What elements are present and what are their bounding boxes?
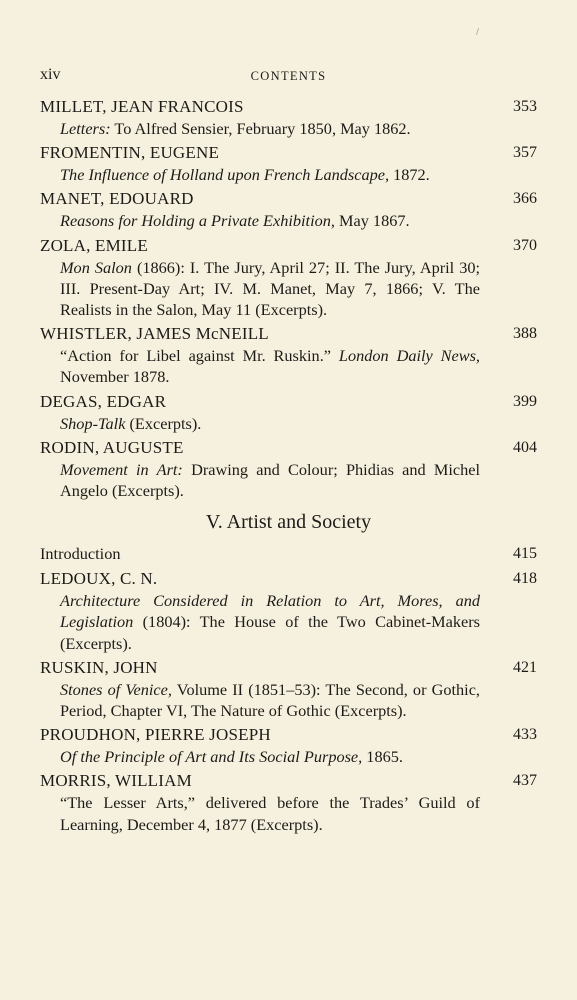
entry-author: MILLET, JEAN FRANCOIS — [40, 97, 244, 116]
introduction-entry — [40, 543, 537, 565]
entry-page-number: 418 — [513, 570, 537, 588]
entry-work-title: Mon Salon — [60, 257, 132, 277]
entry-page-number: 437 — [513, 772, 537, 790]
entry-author: RODIN, AUGUSTE — [40, 437, 184, 457]
running-title: CONTENTS — [250, 69, 327, 83]
entry-page-number: 404 — [513, 438, 537, 456]
entry-description — [60, 210, 480, 231]
entry-work-title: The Influence of Holland upon French Landscape, — [60, 165, 390, 185]
toc-entry — [40, 568, 537, 654]
toc-entry — [40, 657, 537, 721]
toc-entry — [40, 770, 537, 834]
table-of-contents — [40, 96, 537, 838]
entry-detail-text: Volume II (1851–53): The Second, or Gothic, Period, Chapter VI, The Nature of Gothic (Excerpts). — [60, 679, 480, 721]
entry-work-title: Architecture Considered in Relation to Art, Mores, and Legislation — [60, 591, 480, 632]
toc-entry — [40, 142, 537, 185]
entry-work-title: Of the Principle of Art and Its Social Purpose, — [60, 747, 363, 767]
toc-entry — [40, 188, 537, 231]
entry-author: MANET, EDOUARD — [40, 189, 194, 209]
page-folio: xiv — [40, 66, 61, 83]
toc-entry — [40, 96, 537, 139]
entry-description — [60, 257, 480, 321]
entry-page-number: 415 — [513, 545, 537, 563]
entry-page-number: 357 — [513, 144, 537, 162]
entry-detail-text: (1866): I. The Jury, April 27; II. The Jury, April 30; III. Present-Day Art; IV. M. Manet, May 7, 1866; V. The Realists in the Salon, May 11 (Excerpts). — [60, 257, 481, 320]
entry-description — [60, 590, 480, 654]
entry-detail-text: 1865. — [362, 747, 403, 767]
entry-description — [60, 746, 480, 767]
entry-work-title: Reasons for Holding a Private Exhibition, — [60, 211, 335, 231]
entry-work-title: Stones of Venice, — [60, 679, 172, 699]
entry-detail-text: Drawing and Colour; Phidias and Michel Angelo (Excerpts). — [60, 459, 481, 501]
entry-detail-text: To Alfred Sensier, February 1850, May 1862. — [110, 119, 411, 138]
section-heading: V. Artist and Society — [205, 511, 372, 534]
entry-author: MORRIS, WILLIAM — [40, 771, 192, 791]
entry-author: ZOLA, EMILE — [40, 235, 148, 255]
entry-work-title: Letters: — [60, 119, 111, 138]
entry-work-title: London Daily News, — [338, 346, 480, 366]
paper-mark — [476, 28, 479, 35]
entry-page-number: 399 — [513, 392, 537, 410]
toc-entry — [40, 437, 537, 501]
entry-detail-text: “Action for Libel against Mr. Ruskin.” — [60, 346, 339, 366]
entry-work-title: Movement in Art: — [60, 459, 183, 479]
entry-author: RUSKIN, JOHN — [40, 657, 158, 677]
entries-group-b — [40, 568, 537, 835]
entry-description — [60, 118, 480, 139]
entry-author: WHISTLER, JAMES McNEILL — [40, 324, 269, 344]
running-head — [40, 66, 537, 86]
entry-page-number: 433 — [513, 726, 537, 744]
entry-description — [60, 459, 480, 501]
entry-description — [60, 345, 480, 387]
entry-page-number: 353 — [513, 98, 537, 115]
toc-entry — [40, 724, 537, 767]
introduction-label: Introduction — [40, 544, 121, 564]
entries-group-a — [40, 96, 537, 501]
entry-detail-text: (Excerpts). — [125, 413, 202, 433]
entry-description — [60, 164, 480, 185]
toc-entry — [40, 235, 537, 321]
toc-entry — [40, 323, 537, 387]
entry-detail-text: May 1867. — [334, 211, 410, 231]
entry-author: FROMENTIN, EUGENE — [40, 143, 220, 163]
entry-detail-text: November 1878. — [60, 367, 170, 387]
entry-page-number: 388 — [513, 325, 537, 343]
entry-detail-text: “The Lesser Arts,” delivered before the Trades’ Guild of Learning, December 4, 1877 (Excerpts). — [60, 793, 480, 834]
entry-page-number: 421 — [513, 658, 537, 676]
entry-author: DEGAS, EDGAR — [40, 391, 167, 411]
entry-work-title: Shop-Talk — [60, 413, 126, 433]
entry-page-number: 370 — [513, 236, 537, 254]
entry-description — [60, 679, 480, 721]
entry-description — [60, 413, 480, 434]
entry-author: PROUDHON, PIERRE JOSEPH — [40, 725, 271, 745]
entry-description — [60, 792, 480, 834]
toc-entry — [40, 391, 537, 434]
entry-author: LEDOUX, C. N. — [40, 569, 158, 589]
entry-detail-text: (1804): The House of the Two Cabinet-Makers (Excerpts). — [60, 612, 480, 653]
entry-detail-text: 1872. — [389, 165, 430, 185]
entry-page-number: 366 — [513, 190, 537, 208]
